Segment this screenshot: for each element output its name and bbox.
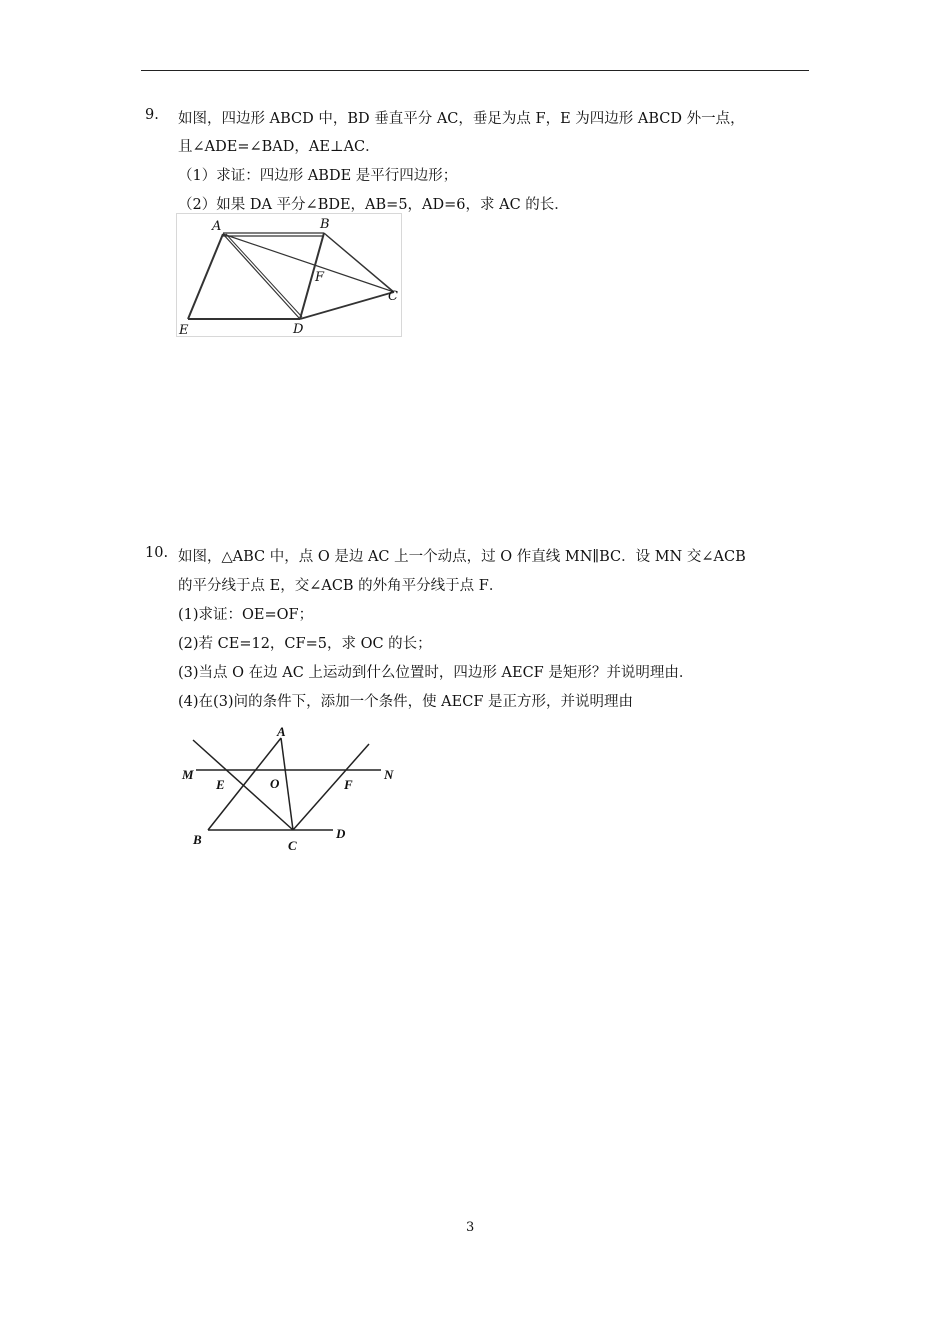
segment-AD-2: [226, 234, 302, 317]
label-C: C: [288, 838, 297, 853]
header-rule: [141, 70, 809, 71]
label-C: C: [388, 289, 398, 304]
quadrilateral-figure: [176, 213, 406, 338]
page-number: 3: [466, 1220, 475, 1235]
label-F: F: [344, 777, 353, 792]
segment-BC-2: [326, 235, 392, 291]
label-E: E: [216, 777, 225, 792]
question-number: 9.: [145, 107, 159, 123]
segment-DC: [300, 292, 394, 319]
question-part: (3)当点 O 在边 AC 上运动到什么位置时，四边形 AECF 是矩形？并说明理由．: [178, 665, 694, 681]
segment-AC: [281, 738, 293, 830]
label-D: D: [336, 826, 346, 841]
question-text-line: 如图，△ABC 中，点 O 是边 AC 上一个动点，过 O 作直线 MN∥BC．设 MN 交∠ACB: [178, 549, 746, 565]
label-M: M: [182, 767, 194, 782]
label-D: D: [293, 322, 304, 337]
label-F: F: [315, 270, 325, 285]
question-part: （1）求证：四边形 ABDE 是平行四边形；: [178, 168, 458, 184]
segment-AE: [188, 234, 223, 319]
question-part: (2)若 CE=12，CF=5，求 OC 的长；: [178, 636, 432, 652]
label-E: E: [179, 323, 189, 338]
triangle-figure: [176, 720, 406, 860]
label-O: O: [270, 776, 280, 791]
bisector-CF: [293, 744, 369, 830]
question-part: (1)求证：OE=OF；: [178, 607, 314, 623]
question-part: （2）如果 DA 平分∠BDE，AB=5，AD=6，求 AC 的长．: [178, 197, 569, 213]
question-text-line: 的平分线于点 E，交∠ACB 的外角平分线于点 F．: [178, 578, 504, 594]
label-B: B: [320, 217, 330, 232]
label-A: A: [277, 724, 286, 739]
question-text-line: 如图，四边形 ABCD 中，BD 垂直平分 AC，垂足为点 F，E 为四边形 ABCD 外一点，: [178, 111, 745, 127]
question-number: 10.: [145, 545, 169, 561]
label-B: B: [193, 832, 202, 847]
label-A: A: [212, 219, 222, 234]
question-part: (4)在(3)问的条件下，添加一个条件，使 AECF 是正方形，并说明理由: [178, 694, 634, 710]
label-N: N: [384, 767, 394, 782]
question-text-line: 且∠ADE=∠BAD，AE⊥AC．: [178, 139, 380, 155]
